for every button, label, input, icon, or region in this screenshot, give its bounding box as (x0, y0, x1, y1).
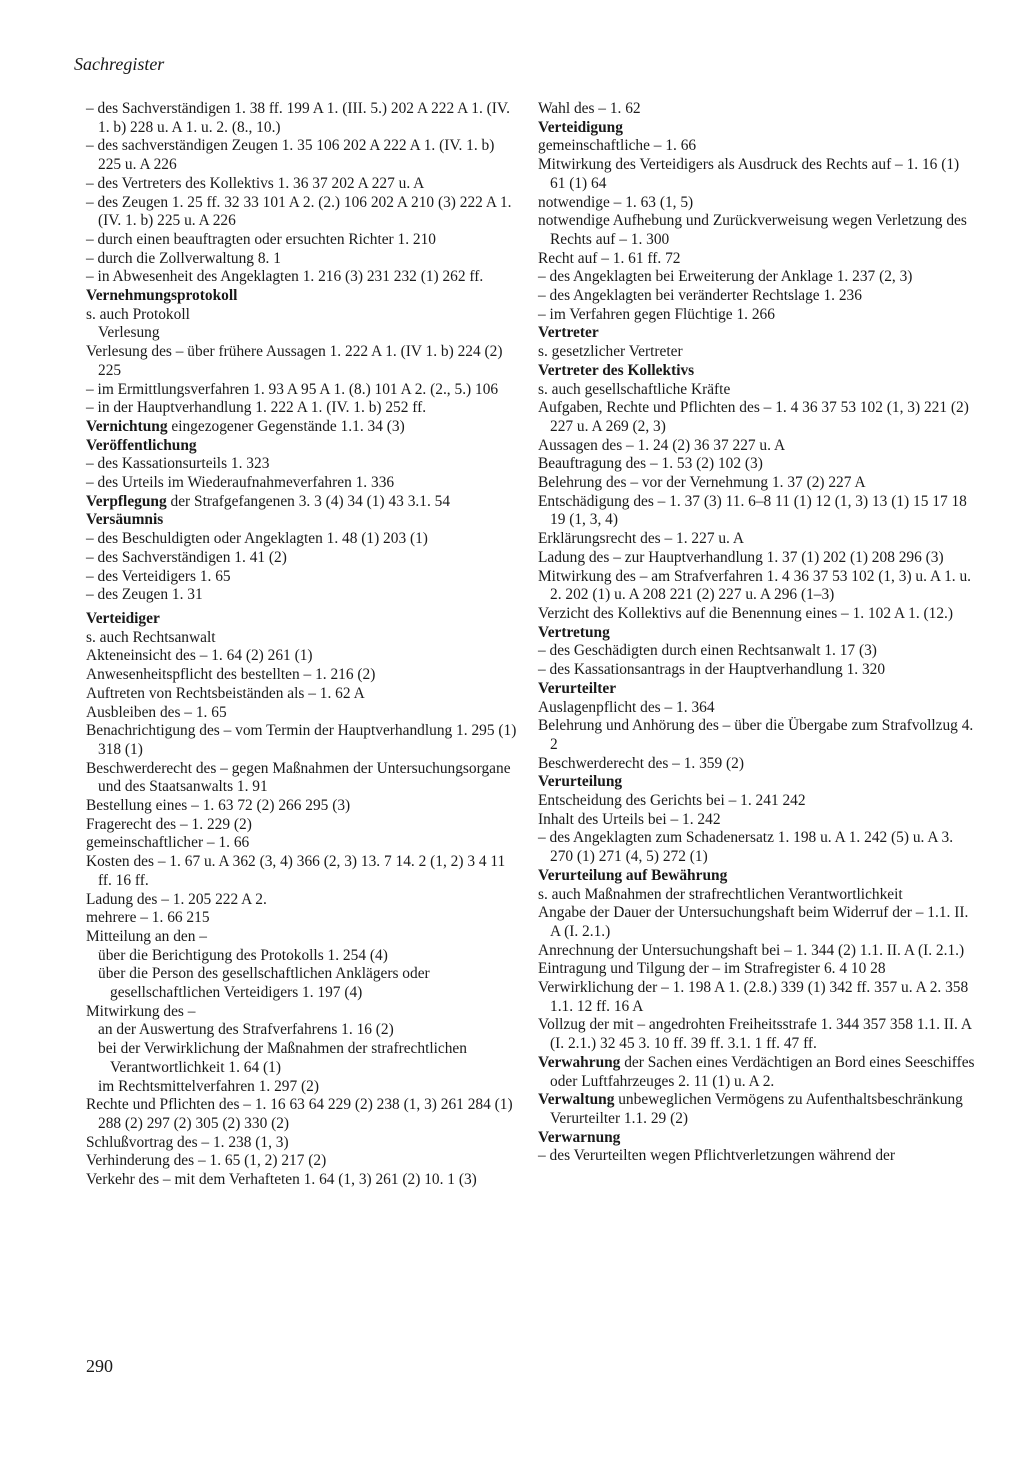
index-entry (86, 853, 520, 890)
index-headword: Verteidiger (86, 609, 160, 627)
index-entry (538, 268, 976, 287)
index-headword: Verurteilung (538, 773, 623, 791)
index-entry (538, 474, 976, 493)
index-entry (538, 306, 976, 325)
index-entry (86, 586, 520, 605)
index-entry-text: Erklärungsrecht des – 1. 227 u. A (538, 530, 745, 548)
index-entry-text: über die Person des gesellschaftlichen Anklägers oder gesellschaftlichen Verteidigers 1. 197 (4) (98, 965, 430, 1002)
index-entry-text: über die Berichtigung des Protokolls 1. 254 (4) (98, 946, 388, 964)
index-entry-text: Benachrichtigung des – vom Termin der Hauptverhandlung 1. 295 (1) 318 (1) (86, 722, 517, 758)
index-entry-text: – des Kassationsantrags in der Hauptverhandlung 1. 320 (538, 661, 886, 679)
index-entry (538, 867, 976, 886)
index-entry-text: Auftreten von Rechtsbeiständen als – 1. 62 A (86, 684, 365, 702)
index-column-left (86, 100, 520, 1190)
index-entry-text: – im Ermittlungsverfahren 1. 93 A 95 A 1. (8.) 101 A 2. (2., 5.) 106 (86, 380, 499, 398)
index-entry-text: s. auch Maßnahmen der strafrechtlichen Verantwortlichkeit (538, 885, 903, 903)
index-entry (86, 797, 520, 816)
index-entry (538, 568, 976, 605)
index-entry (86, 268, 520, 287)
index-entry (86, 231, 520, 250)
index-entry-text: – des Sachverständigen 1. 38 ff. 199 A 1. (III. 5.) 202 A 222 A 1. (IV. 1. b) 228 u. A 1. u. 2. (8., 10.) (86, 100, 510, 136)
index-entry (86, 760, 520, 797)
index-headword: Verurteilter (538, 679, 617, 697)
index-entry (86, 891, 520, 910)
index-entry-text: Anwesenheitspflicht des bestellten – 1. 216 (2) (86, 666, 376, 684)
index-entry-text: gemeinschaftlicher – 1. 66 (86, 834, 250, 852)
running-head: Sachregister (74, 54, 165, 74)
index-entry (86, 511, 520, 530)
index-entry (86, 324, 520, 343)
index-entry (86, 493, 520, 512)
index-entry-text: Fragerecht des – 1. 229 (2) (86, 815, 252, 833)
index-entry-text: eingezogener Gegenstände 1.1. 34 (3) (167, 417, 405, 435)
index-headword: Vertreter des Kollektivs (538, 361, 695, 379)
index-entry-text: Mitteilung an den – (86, 927, 207, 945)
index-entry-text: an der Auswertung des Strafverfahrens 1. 16 (2) (98, 1021, 394, 1039)
index-entry (86, 1040, 520, 1077)
index-entry (86, 455, 520, 474)
index-entry (538, 100, 976, 119)
index-entry-text: s. auch gesellschaftliche Kräfte (538, 380, 731, 398)
index-entry-text: Akteneinsicht des – 1. 64 (2) 261 (1) (86, 647, 313, 665)
index-entry (86, 685, 520, 704)
index-entry (538, 381, 976, 400)
index-entry (538, 1016, 976, 1053)
index-entry (538, 1129, 976, 1148)
index-headword: Vernehmungsprotokoll (86, 287, 238, 305)
index-entry-text: – in Abwesenheit des Angeklagten 1. 216 (3) 231 232 (1) 262 ff. (86, 268, 484, 286)
index-entry (86, 549, 520, 568)
index-entry (86, 437, 520, 456)
index-entry-text: Verwirklichung der – 1. 198 A 1. (2.8.) 339 (1) 342 ff. 357 u. A 2. 358 1.1. 12 ff. 16 A (538, 979, 969, 1015)
index-entry (86, 816, 520, 835)
index-entry-text: Vollzug der mit – angedrohten Freiheitsstrafe 1. 344 357 358 1.1. II. A (I. 2.1.) 32 45 3. 10 ff. 39 ff. 3.1. 1 ff. 47 ff. (538, 1016, 972, 1053)
index-headword: Vertretung (538, 623, 610, 641)
index-entry-text: notwendige – 1. 63 (1, 5) (538, 193, 694, 211)
index-entry (86, 194, 520, 231)
index-entry (86, 1096, 520, 1133)
index-entry-text: – des Geschädigten durch einen Rechtsanwalt 1. 17 (3) (538, 642, 877, 660)
index-entry (538, 194, 976, 213)
index-entry (538, 156, 976, 193)
index-entry (538, 119, 976, 138)
index-entry (538, 717, 976, 754)
page-number: 290 (86, 1356, 113, 1376)
index-entry (86, 287, 520, 306)
index-entry-text: Entscheidung des Gerichts bei – 1. 241 242 (538, 792, 806, 810)
index-entry (538, 979, 976, 1016)
index-entry (86, 1021, 520, 1040)
index-entry-text: Anrechnung der Untersuchungshaft bei – 1. 344 (2) 1.1. II. A (I. 2.1.) (538, 941, 965, 959)
index-entry (86, 530, 520, 549)
index-entry (86, 909, 520, 928)
index-entry-text: s. auch Rechtsanwalt (86, 628, 216, 646)
index-entry (86, 343, 520, 380)
index-entry-text: Aufgaben, Rechte und Pflichten des – 1. 4 36 37 53 102 (1, 3) 221 (2) 227 u. A 269 (2, 3) (538, 399, 969, 435)
index-entry (86, 250, 520, 269)
index-entry (538, 362, 976, 381)
index-entry-text: – des Urteils im Wiederaufnahmeverfahren 1. 336 (86, 474, 395, 492)
index-entry-text: – in der Hauptverhandlung 1. 222 A 1. (IV. 1. b) 252 ff. (86, 399, 427, 417)
index-entry (86, 629, 520, 648)
index-headword: Verwaltung (538, 1091, 615, 1109)
index-entry (538, 137, 976, 156)
index-entry (538, 942, 976, 961)
index-entry-text: Belehrung und Anhörung des – über die Übergabe zum Strafvollzug 4. 2 (538, 717, 974, 753)
index-headword: Verpflegung (86, 492, 167, 510)
index-entry-text: Ladung des – zur Hauptverhandlung 1. 37 (1) 202 (1) 208 296 (3) (538, 548, 944, 566)
index-entry-text: – des Sachverständigen 1. 41 (2) (86, 548, 287, 566)
index-entry-text: Kosten des – 1. 67 u. A 362 (3, 4) 366 (2, 3) 13. 7 14. 2 (1, 2) 3 4 11 ff. 16 ff. (86, 853, 506, 889)
index-entry (538, 324, 976, 343)
index-entry (538, 493, 976, 530)
index-entry (86, 947, 520, 966)
index-entry-text: Beauftragung des – 1. 53 (2) 102 (3) (538, 455, 763, 473)
index-entry-text: – im Verfahren gegen Flüchtige 1. 266 (538, 305, 775, 323)
index-entry-text: Inhalt des Urteils bei – 1. 242 (538, 810, 721, 828)
index-entry (86, 1134, 520, 1153)
index-entry-text: Belehrung des – vor der Vernehmung 1. 37 (2) 227 A (538, 474, 866, 492)
index-entry-text: Eintragung und Tilgung der – im Strafregister 6. 4 10 28 (538, 960, 886, 978)
index-entry (538, 960, 976, 979)
index-headword: Vernichtung (86, 417, 168, 435)
index-entry (538, 455, 976, 474)
index-entry-text: Auslagenpflicht des – 1. 364 (538, 698, 715, 716)
index-entry-text: s. auch Protokoll (86, 305, 190, 323)
index-entry (538, 250, 976, 269)
index-entry (86, 137, 520, 174)
index-headword: Veröffentlichung (86, 436, 197, 454)
index-entry (86, 474, 520, 493)
index-entry-text: gemeinschaftliche – 1. 66 (538, 137, 697, 155)
index-entry-text: Bestellung eines – 1. 63 72 (2) 266 295 (3) (86, 797, 351, 815)
index-entry (538, 642, 976, 661)
index-entry (86, 1003, 520, 1022)
index-entry-text: – durch die Zollverwaltung 8. 1 (86, 249, 281, 267)
index-entry-text: Mitwirkung des – (86, 1002, 196, 1020)
index-entry (538, 680, 976, 699)
index-entry-text: der Strafgefangenen 3. 3 (4) 34 (1) 43 3.1. 54 (166, 492, 451, 510)
index-entry-text: Ausbleiben des – 1. 65 (86, 703, 227, 721)
index-entry (538, 437, 976, 456)
index-entry (538, 792, 976, 811)
index-entry (86, 647, 520, 666)
index-entry-text: Schlußvortrag des – 1. 238 (1, 3) (86, 1133, 289, 1151)
index-entry (86, 100, 520, 137)
index-entry (86, 704, 520, 723)
index-entry (538, 811, 976, 830)
index-entry-text: – des sachverständigen Zeugen 1. 35 106 202 A 222 A 1. (IV. 1. b) 225 u. A 226 (86, 137, 495, 174)
index-entry (86, 418, 520, 437)
index-entry (86, 1078, 520, 1097)
index-entry-text: Entschädigung des – 1. 37 (3) 11. 6–8 11 (1) 12 (1, 3) 13 (1) 15 17 18 19 (1, 3, 4) (538, 492, 967, 529)
index-entry-text: – des Zeugen 1. 25 ff. 32 33 101 A 2. (2.) 106 202 A 210 (3) 222 A 1. (IV. 1. b) 225 u. A 226 (86, 193, 512, 230)
index-headword: Verwarnung (538, 1128, 621, 1146)
index-entry-text: Mitwirkung des Verteidigers als Ausdruck des Rechts auf – 1. 16 (1) 61 (1) 64 (538, 156, 960, 192)
index-entry (538, 699, 976, 718)
index-entry (538, 530, 976, 549)
index-entry (86, 722, 520, 759)
index-entry-text: – des Kassationsurteils 1. 323 (86, 455, 270, 473)
index-entry-text: Angabe der Dauer der Untersuchungshaft beim Widerruf der – 1.1. II. A (I. 2.1.) (538, 904, 969, 940)
index-entry-text: unbeweglichen Vermögens zu Aufenthaltsbeschränkung Verurteilter 1.1. 29 (2) (550, 1091, 963, 1127)
index-entry-text: Verhinderung des – 1. 65 (1, 2) 217 (2) (86, 1152, 327, 1170)
index-entry-text: – des Verteidigers 1. 65 (86, 567, 231, 585)
index-entry (538, 886, 976, 905)
index-entry (86, 175, 520, 194)
index-entry (86, 928, 520, 947)
index-entry (538, 605, 976, 624)
index-entry (538, 904, 976, 941)
index-entry-text: – durch einen beauftragten oder ersuchten Richter 1. 210 (86, 230, 437, 248)
index-entry (86, 666, 520, 685)
index-entry (538, 773, 976, 792)
index-entry (538, 1091, 976, 1128)
index-entry (538, 1147, 976, 1166)
index-entry (86, 965, 520, 1002)
index-entry (538, 343, 976, 362)
index-entry-text: Wahl des – 1. 62 (538, 100, 641, 117)
index-entry-text: – des Vertreters des Kollektivs 1. 36 37 202 A 227 u. A (86, 174, 425, 192)
index-entry-text: notwendige Aufhebung und Zurückverweisung wegen Verletzung des Rechts auf – 1. 300 (538, 212, 967, 248)
index-entry (538, 287, 976, 306)
index-entry-text: Beschwerderecht des – gegen Maßnahmen der Untersuchungsorgane und des Staatsanwalts 1. 91 (86, 759, 511, 796)
index-column-right (538, 100, 976, 1166)
index-entry (538, 399, 976, 436)
index-headword: Verwahrung (538, 1053, 621, 1071)
index-entry-text: Mitwirkung des – am Strafverfahren 1. 4 36 37 53 102 (1, 3) u. A 1. u. 2. 202 (1) u. A 208 221 (2) 227 u. A 296 (1–3) (538, 567, 972, 604)
index-entry (538, 549, 976, 568)
index-entry-text: im Rechtsmittelverfahren 1. 297 (2) (98, 1077, 319, 1095)
index-entry-text: – des Beschuldigten oder Angeklagten 1. 48 (1) 203 (1) (86, 530, 428, 548)
index-entry-text: – des Angeklagten bei Erweiterung der Anklage 1. 237 (2, 3) (538, 268, 913, 286)
index-entry-text: s. gesetzlicher Vertreter (538, 343, 683, 361)
index-entry-text: Verkehr des – mit dem Verhafteten 1. 64 (1, 3) 261 (2) 10. 1 (3) (86, 1171, 477, 1189)
index-entry (538, 661, 976, 680)
index-entry (86, 1152, 520, 1171)
index-entry-text: Rechte und Pflichten des – 1. 16 63 64 229 (2) 238 (1, 3) 261 284 (1) 288 (2) 297 (2) 305 (2) 330 (2) (86, 1096, 513, 1132)
index-entry-text: – des Angeklagten bei veränderter Rechtslage 1. 236 (538, 287, 862, 305)
index-entry (86, 1171, 520, 1190)
index-entry-text: – des Angeklagten zum Schadenersatz 1. 198 u. A 1. 242 (5) u. A 3. 270 (1) 271 (4, 5) 272 (1) (538, 829, 954, 866)
index-entry-text: Verlesung des – über frühere Aussagen 1. 222 A 1. (IV 1. b) 224 (2) 225 (86, 343, 503, 379)
index-entry (86, 306, 520, 325)
index-entry (86, 381, 520, 400)
index-entry (538, 755, 976, 774)
index-headword: Vertreter (538, 324, 599, 342)
index-headword: Versäumnis (86, 511, 164, 529)
index-entry-text: Verlesung (98, 324, 160, 342)
index-entry-text: Verzicht des Kollektivs auf die Benennung eines – 1. 102 A 1. (12.) (538, 604, 954, 622)
index-entry-text: mehrere – 1. 66 215 (86, 909, 210, 927)
index-entry (86, 568, 520, 587)
index-entry-text: Recht auf – 1. 61 ff. 72 (538, 249, 681, 267)
index-entry (538, 624, 976, 643)
index-entry-text: – des Zeugen 1. 31 (86, 586, 203, 604)
index-entry (538, 212, 976, 249)
index-entry-text: Aussagen des – 1. 24 (2) 36 37 227 u. A (538, 436, 786, 454)
index-entry (538, 829, 976, 866)
index-entry (538, 1054, 976, 1091)
index-entry (86, 610, 520, 629)
index-headword: Verteidigung (538, 118, 623, 136)
index-entry (86, 834, 520, 853)
index-entry-text: der Sachen eines Verdächtigen an Bord eines Seeschiffes oder Luftfahrzeuges 2. 11 (1) u. A 2. (550, 1053, 975, 1090)
index-headword: Verurteilung auf Bewährung (538, 866, 728, 884)
index-entry (86, 399, 520, 418)
index-entry-text: – des Verurteilten wegen Pflichtverletzungen während der (538, 1147, 895, 1165)
index-entry-text: bei der Verwirklichung der Maßnahmen der strafrechtlichen Verantwortlichkeit 1. 64 (1) (98, 1040, 467, 1076)
index-entry-text: Beschwerderecht des – 1. 359 (2) (538, 754, 744, 772)
index-entry-text: Ladung des – 1. 205 222 A 2. (86, 890, 267, 908)
